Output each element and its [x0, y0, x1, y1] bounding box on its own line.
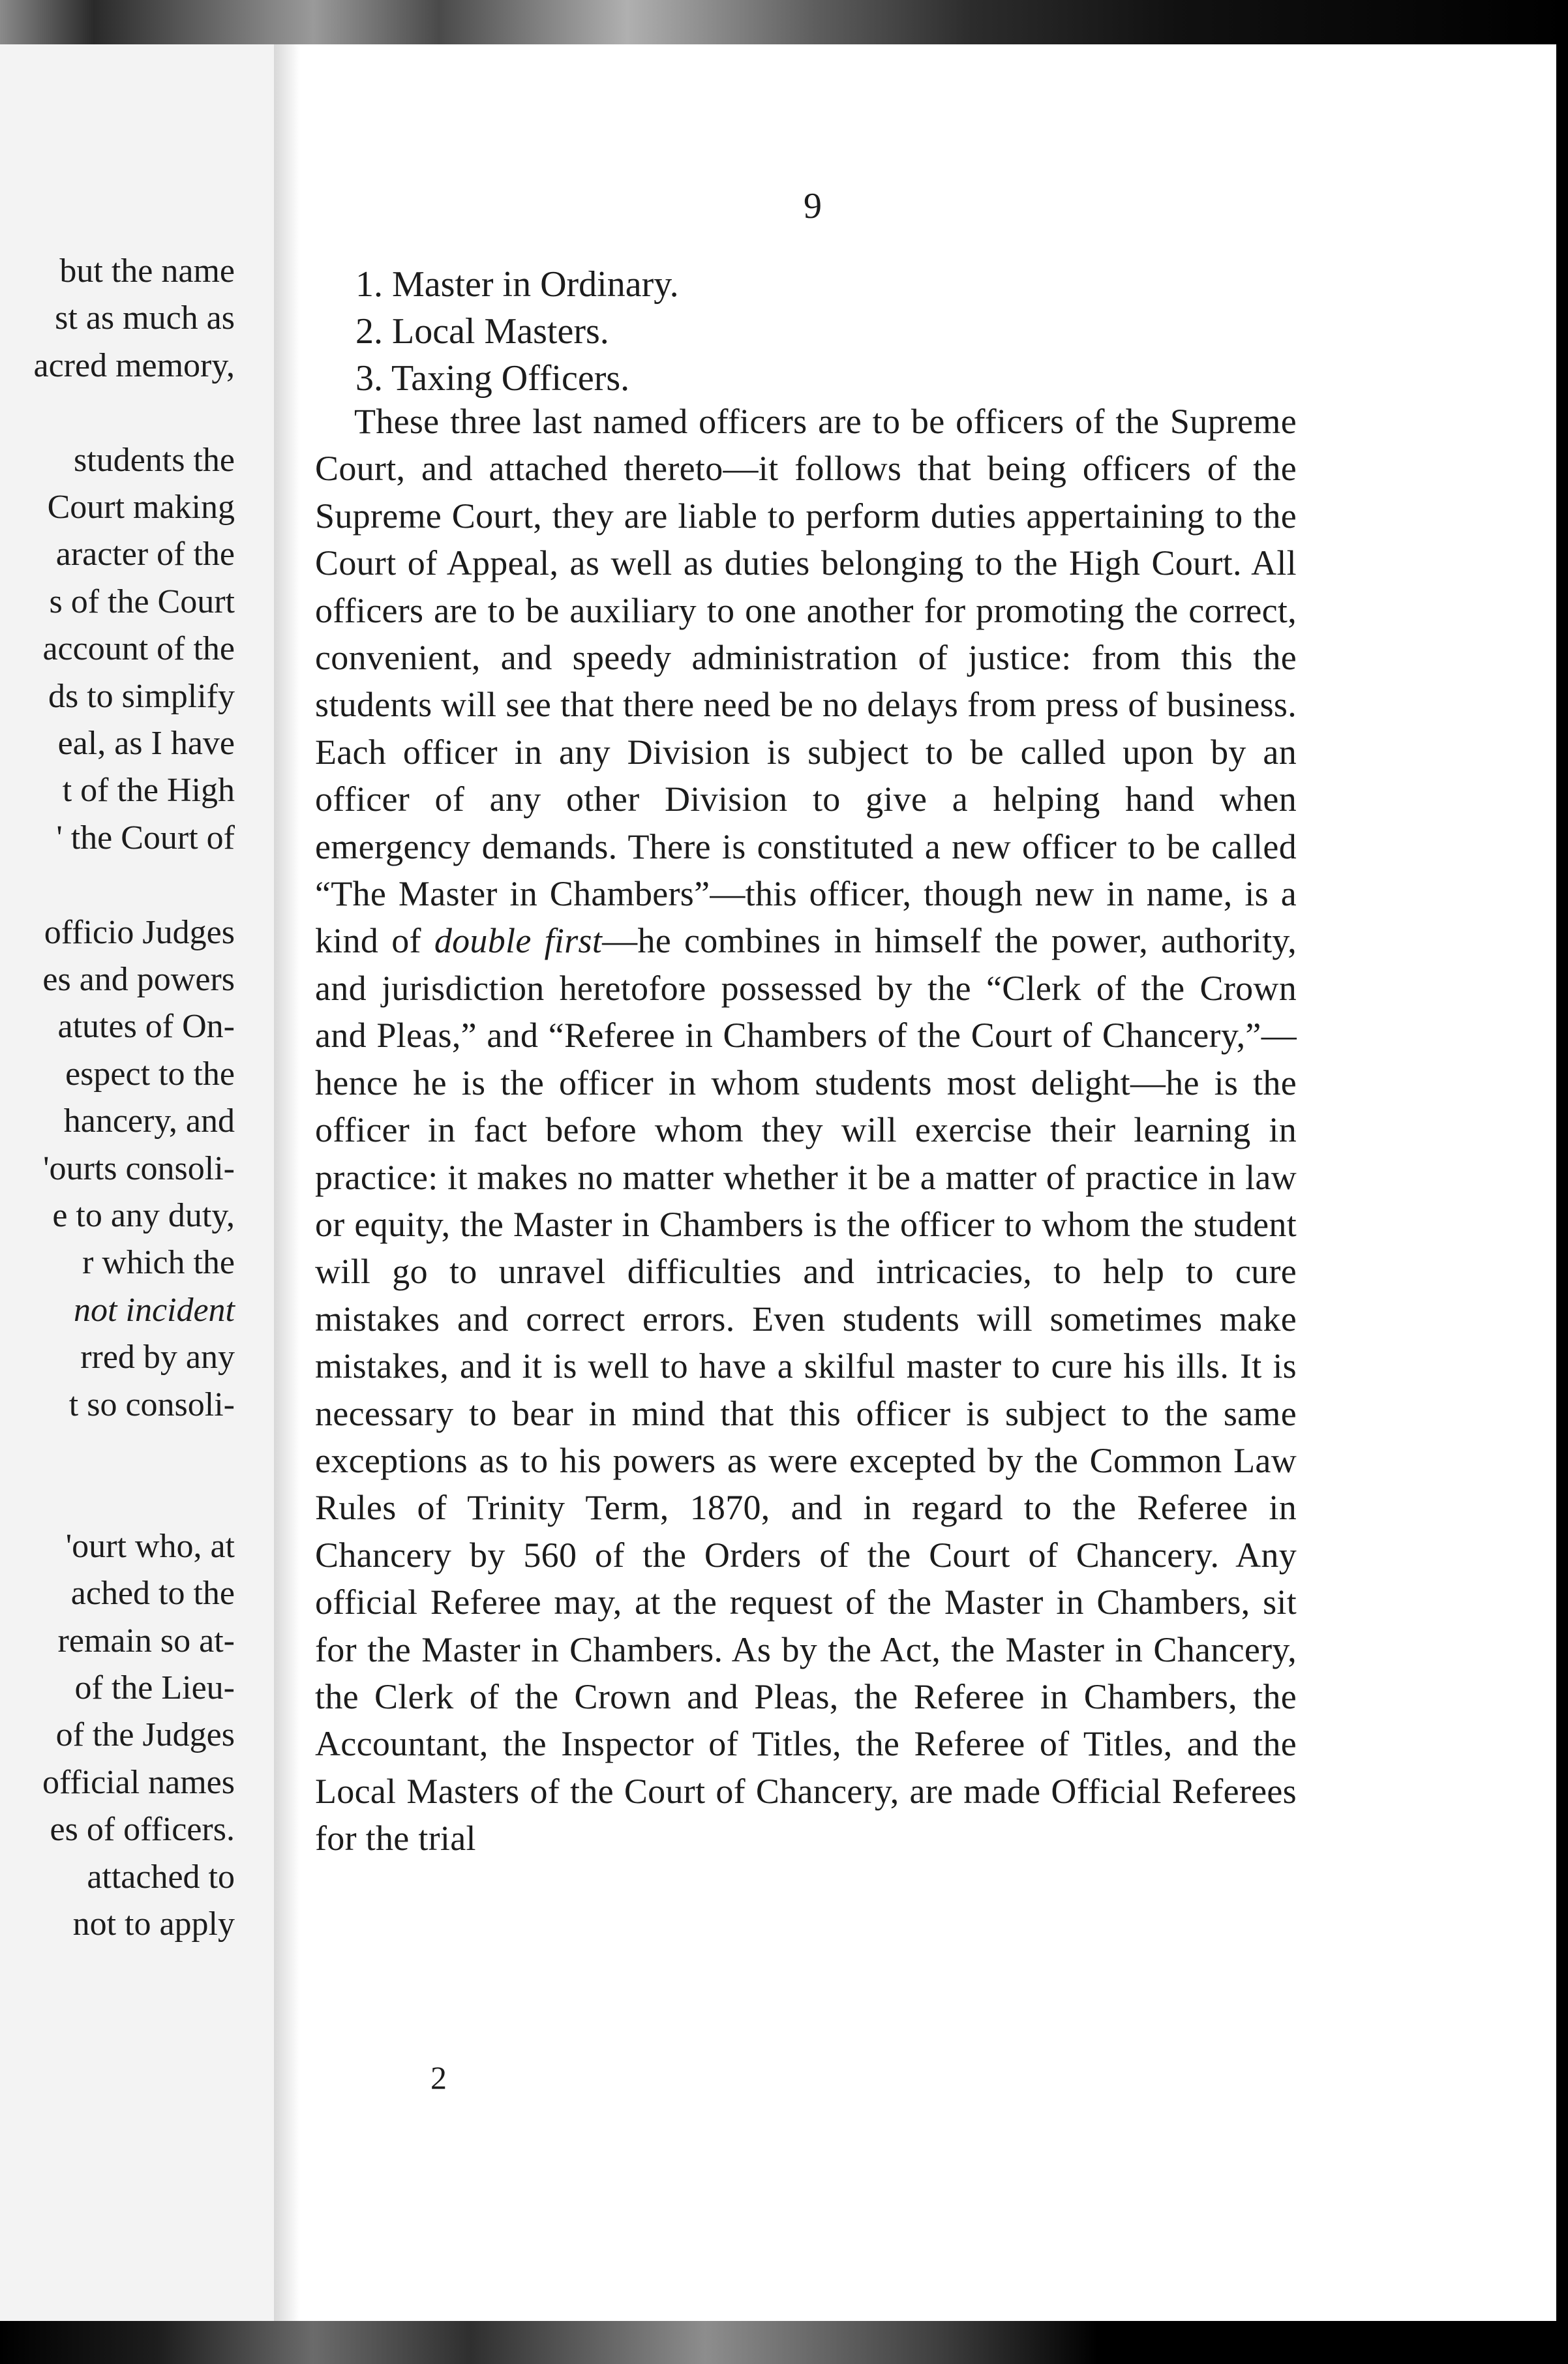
facing-page-line: Court making — [47, 489, 235, 526]
facing-page-line: ds to simplify — [48, 677, 235, 715]
scan-bottom-edge — [0, 2321, 1568, 2364]
facing-page-line: but the name — [59, 252, 235, 290]
facing-page-line: account of the — [42, 630, 235, 668]
facing-page-line: ' the Court of — [56, 819, 235, 856]
facing-page-line: students the — [74, 441, 235, 479]
scan-right-edge — [1556, 0, 1568, 2364]
facing-page-line: not incident — [74, 1291, 235, 1329]
list-item-master-in-ordinary: 1. Master in Ordinary. — [355, 264, 679, 305]
body-paragraph — [315, 398, 1297, 1862]
facing-page-line: t of the High — [62, 772, 235, 810]
scan-top-edge — [0, 0, 1568, 44]
facing-page-line: eal, as I have — [57, 725, 235, 762]
list-item-taxing-officers: 3. Taxing Officers. — [355, 358, 630, 399]
facing-page-line: acred memory, — [33, 346, 235, 384]
paragraph-text-part2: —he combines in himself the power, authority, and jurisdiction heretofore possessed by the “Clerk of the Crown and Pleas,” and “Referee in Chambers of the Court of Chancery,”—hence he is the officer in whom students most delight—he is the officer in fact before whom they will exercise their learning in practice: it makes no matter whether it be a matter of practice in law or equity, the Master in Chambers is the officer to whom the student will go to unravel difficulties and intricacies, to help to cure mistakes and correct errors. Even students will sometimes make mistakes, and it is well to have a skilful master to cure his ills. It is necessary to bear in mind that this officer is subject to the same exceptions as to his powers as were excepted by the Common Law Rules of Trinity Term, 1870, and in regard to the Referee in Chancery by 560 of the Orders of the Court of Chancery. Any official Referee may, at the request of the Master in Chambers, sit for the Master in Chambers. As by the Act, the Master in Chancery, the Clerk of the Crown and Pleas, the Referee in Chambers, the Accountant, the Inspector of Titles, the Referee of Titles, and the Local Masters of the Court of Chancery, are made Official Referees for the trial — [315, 921, 1297, 1858]
facing-page-line: of the Lieu- — [74, 1669, 235, 1706]
facing-page-line: atutes of On- — [57, 1008, 235, 1046]
facing-page-line: st as much as — [55, 299, 235, 337]
facing-page-line: ached to the — [70, 1575, 235, 1613]
paragraph-italic-phrase: double first — [434, 921, 603, 961]
facing-page-line: remain so at- — [57, 1622, 235, 1659]
facing-page-line: officio Judges — [44, 913, 235, 951]
facing-page-line: not to apply — [72, 1905, 235, 1943]
paragraph-text-part1: These three last named officers are to be officers of the Supreme Court, and attached thereto—it follows that being officers of the Supreme Court, they are liable to perform duties appertaining to the Court of Appeal, as well as duties belonging to the High Court. All officers are to be auxiliary to one another for promoting the correct, convenient, and speedy administration of justice: from this the students will see that there need be no delays from press of business. Each officer in any Division is subject to be called upon by an officer of any other Division to give a helping hand when emergency demands. There is constituted a new officer to be called “The Master in Chambers”—this officer, though new in name, is a kind of — [315, 402, 1297, 961]
facing-page-line: hancery, and — [63, 1102, 235, 1140]
facing-page-line: e to any duty, — [52, 1197, 235, 1234]
facing-page-line: t so consoli- — [68, 1386, 235, 1423]
facing-page-line: rred by any — [80, 1339, 235, 1376]
facing-page-line: espect to the — [65, 1055, 235, 1093]
list-item-local-masters: 2. Local Masters. — [355, 311, 609, 352]
facing-page-line: es and powers — [42, 961, 235, 998]
facing-page-line: s of the Court — [49, 583, 235, 620]
facing-page-line: official names — [42, 1763, 235, 1801]
facing-page-line: of the Judges — [55, 1716, 235, 1754]
facing-page-line: 'ourts consoli- — [43, 1149, 235, 1187]
facing-page-line: es of officers. — [50, 1811, 235, 1849]
facing-page — [0, 44, 274, 2321]
facing-page-line: aracter of the — [55, 536, 235, 573]
book-gutter — [274, 44, 300, 2321]
signature-mark: 2 — [430, 2059, 447, 2096]
facing-page-line: attached to — [87, 1858, 235, 1896]
facing-page-line: r which the — [82, 1244, 235, 1282]
facing-page-line: 'ourt who, at — [65, 1527, 235, 1565]
page-number: 9 — [804, 186, 822, 226]
